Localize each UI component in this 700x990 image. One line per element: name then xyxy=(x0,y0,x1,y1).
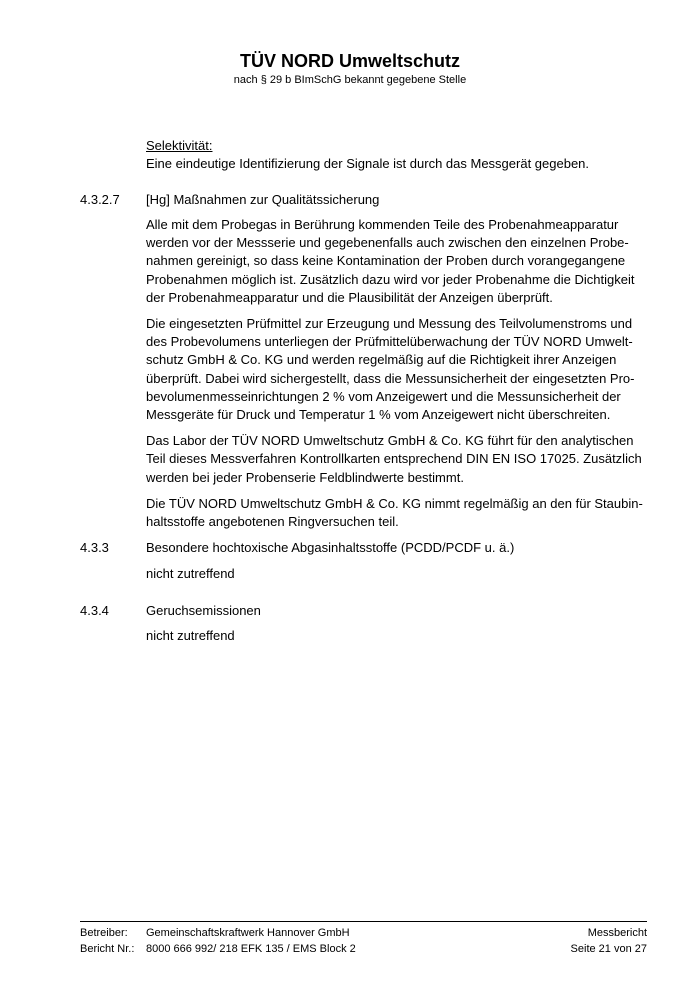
footer-operator-value: Gemeinschaftskraftwerk Hannover GmbH xyxy=(146,927,350,939)
footer-doc-type: Messbericht xyxy=(587,927,647,939)
section-number-433: 4.3.3 xyxy=(80,540,109,555)
paragraph-line: Die eingesetzten Prüfmittel zur Erzeugung und Messung des Teilvolumenstroms und xyxy=(146,316,633,332)
paragraph-line: Die TÜV NORD Umweltschutz GmbH & Co. KG nimmt regelmäßig an den für Staubin- xyxy=(146,495,643,511)
paragraph-line: der Probenahmeapparatur und die Plausibilität der Anzeigen überprüft. xyxy=(146,289,553,305)
footer-divider xyxy=(80,921,647,922)
paragraph-4 xyxy=(146,495,646,531)
paragraph-line: überprüft. Dabei wird sichergestellt, dass die Messunsicherheit der eingesetzten Pro- xyxy=(146,370,635,386)
paragraph-1 xyxy=(146,216,646,307)
paragraph-line: Probenahmen möglich ist. Zusätzlich dazu wird vor jeder Probenahme die Dichtigkeit xyxy=(146,271,635,287)
section-title-433: Besondere hochtoxische Abgasinhaltsstoffe (PCDD/PCDF u. ä.) xyxy=(146,540,515,555)
paragraph-line: Messgeräte für Druck und Temperatur 1 % vom Anzeigewert nicht überschreiten. xyxy=(146,407,611,423)
section-title-434: Geruchsemissionen xyxy=(146,603,261,618)
document-subtitle: nach § 29 b BImSchG bekannt gegebene Stelle xyxy=(233,74,467,86)
section-text-433: nicht zutreffend xyxy=(146,566,235,581)
paragraph-line: haltsstoffe angebotenen Ringversuchen teil. xyxy=(146,514,399,530)
selectivity-label: Selektivität: xyxy=(146,138,213,153)
footer-operator-label: Betreiber: xyxy=(80,927,128,939)
paragraph-line: nahmen gereinigt, so dass keine Kontamination der Proben durch vorangegangene xyxy=(146,253,626,269)
footer-page-number: Seite 21 von 27 xyxy=(570,943,647,955)
paragraph-line: werden bei jeder Probenserie Feldblindwerte bestimmt. xyxy=(146,469,464,485)
paragraph-line: Das Labor der TÜV NORD Umweltschutz GmbH & Co. KG führt für den analytischen xyxy=(146,433,634,449)
section-title-4327: [Hg] Maßnahmen zur Qualitätssicherung xyxy=(146,192,380,207)
selectivity-text: Eine eindeutige Identifizierung der Signale ist durch das Messgerät gegeben. xyxy=(146,156,590,172)
selectivity-block xyxy=(146,137,646,173)
paragraph-line: Teil dieses Messverfahren Kontrollkarten entsprechend DIN EN ISO 17025. Zusätzlich xyxy=(146,451,642,467)
footer-report-label: Bericht Nr.: xyxy=(80,943,135,955)
paragraph-line: des Probevolumens unterliegen der Prüfmittelüberwachung der TÜV NORD Umwelt- xyxy=(146,334,633,350)
page-header xyxy=(0,50,700,87)
section-text-434: nicht zutreffend xyxy=(146,628,235,643)
paragraph-line: werden vor der Messserie und gegebenenfalls auch zwischen den einzelnen Probe- xyxy=(146,235,629,251)
paragraph-line: bevolumenmesseinrichtungen 2 % vom Anzeigewert und die Messunsicherheit der xyxy=(146,388,621,404)
footer-report-value: 8000 666 992/ 218 EFK 135 / EMS Block 2 xyxy=(146,943,356,955)
section-number-4327: 4.3.2.7 xyxy=(80,192,120,207)
document-title: TÜV NORD Umweltschutz xyxy=(239,51,461,71)
paragraph-line: schutz GmbH & Co. KG und werden regelmäßig auf die Richtigkeit ihrer Anzeigen xyxy=(146,352,617,368)
paragraph-line: Alle mit dem Probegas in Berührung kommenden Teile des Probenahmeapparatur xyxy=(146,217,619,232)
section-number-434: 4.3.4 xyxy=(80,603,109,618)
paragraph-3 xyxy=(146,432,646,487)
section-body-4327 xyxy=(146,216,646,539)
paragraph-2 xyxy=(146,315,646,424)
